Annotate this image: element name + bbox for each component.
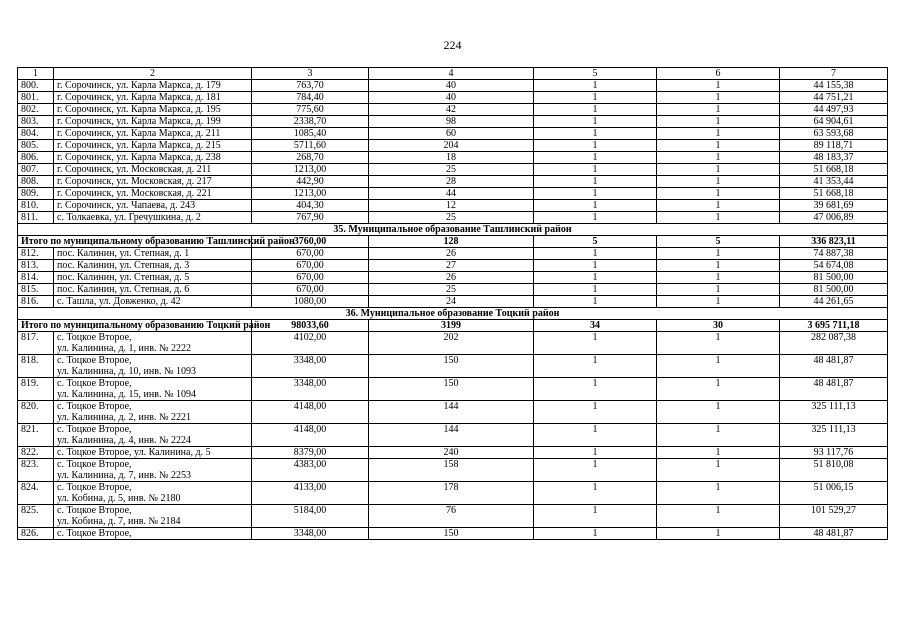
count: 178 xyxy=(369,482,534,505)
page-number: 224 xyxy=(443,38,462,52)
col5-value: 1 xyxy=(534,284,657,296)
col6-value: 1 xyxy=(657,424,780,447)
area: 670,00 xyxy=(252,248,369,260)
col5-value: 1 xyxy=(534,424,657,447)
col6-value: 1 xyxy=(657,332,780,355)
col5-value: 1 xyxy=(534,92,657,104)
col5-value: 1 xyxy=(534,140,657,152)
row-number: 807. xyxy=(18,164,54,176)
count: 144 xyxy=(369,401,534,424)
row-number: 818. xyxy=(18,355,54,378)
area: 5184,00 xyxy=(252,505,369,528)
total-count: 3199 xyxy=(369,320,534,332)
col6-value: 1 xyxy=(657,116,780,128)
amount: 63 593,68 xyxy=(780,128,888,140)
area: 775,60 xyxy=(252,104,369,116)
row-number: 820. xyxy=(18,401,54,424)
total-label: Итого по муниципальному образованию Тоцкий район xyxy=(18,320,252,332)
table-row xyxy=(18,212,888,224)
area: 1080,00 xyxy=(252,296,369,308)
area: 4133,00 xyxy=(252,482,369,505)
table-row xyxy=(18,355,888,378)
col5-value: 1 xyxy=(534,212,657,224)
col5-value: 1 xyxy=(534,164,657,176)
table-row xyxy=(18,80,888,92)
count: 98 xyxy=(369,116,534,128)
register-table xyxy=(17,67,888,540)
address: с. Тоцкое Второе, ул. Кобина, д. 5, инв. № 2180 xyxy=(54,482,252,505)
col6-value: 1 xyxy=(657,92,780,104)
table-row xyxy=(18,164,888,176)
address: пос. Калинин, ул. Степная, д. 5 xyxy=(54,272,252,284)
section-row xyxy=(18,224,888,236)
address: с. Тоцкое Второе, ул. Калинина, д. 1, инв. № 2222 xyxy=(54,332,252,355)
amount: 48 183,37 xyxy=(780,152,888,164)
row-number: 811. xyxy=(18,212,54,224)
total-row xyxy=(18,236,888,248)
amount: 48 481,87 xyxy=(780,378,888,401)
area: 4383,00 xyxy=(252,459,369,482)
col5-value: 1 xyxy=(534,104,657,116)
table-row xyxy=(18,140,888,152)
count: 204 xyxy=(369,140,534,152)
amount: 282 087,38 xyxy=(780,332,888,355)
area: 4148,00 xyxy=(252,401,369,424)
count: 26 xyxy=(369,272,534,284)
row-number: 816. xyxy=(18,296,54,308)
col6-value: 1 xyxy=(657,459,780,482)
col6-value: 1 xyxy=(657,188,780,200)
count: 158 xyxy=(369,459,534,482)
row-number: 806. xyxy=(18,152,54,164)
row-number: 821. xyxy=(18,424,54,447)
area: 3348,00 xyxy=(252,528,369,540)
count: 28 xyxy=(369,176,534,188)
address: с. Тоцкое Второе, ул. Калинина, д. 4, инв. № 2224 xyxy=(54,424,252,447)
area: 2338,70 xyxy=(252,116,369,128)
table-row xyxy=(18,296,888,308)
col5-value: 1 xyxy=(534,296,657,308)
amount: 51 668,18 xyxy=(780,188,888,200)
col5-value: 1 xyxy=(534,401,657,424)
address: с. Тоцкое Второе, ул. Калинина, д. 10, инв. № 1093 xyxy=(54,355,252,378)
address: с. Толкаевка, ул. Гречушкина, д. 2 xyxy=(54,212,252,224)
row-number: 801. xyxy=(18,92,54,104)
amount: 44 261,65 xyxy=(780,296,888,308)
amount: 47 006,89 xyxy=(780,212,888,224)
header-row xyxy=(18,68,888,80)
row-number: 804. xyxy=(18,128,54,140)
area: 4148,00 xyxy=(252,424,369,447)
table-row xyxy=(18,116,888,128)
col5-value: 1 xyxy=(534,200,657,212)
count: 240 xyxy=(369,447,534,459)
table-row xyxy=(18,248,888,260)
section-title: 36. Муниципальное образование Тоцкий район xyxy=(18,308,888,320)
header-cell: 5 xyxy=(534,68,657,80)
col6-value: 1 xyxy=(657,248,780,260)
area: 4102,00 xyxy=(252,332,369,355)
total-count: 128 xyxy=(369,236,534,248)
row-number: 824. xyxy=(18,482,54,505)
amount: 74 887,38 xyxy=(780,248,888,260)
col6-value: 1 xyxy=(657,152,780,164)
row-number: 814. xyxy=(18,272,54,284)
count: 42 xyxy=(369,104,534,116)
total-col6-value: 30 xyxy=(657,320,780,332)
count: 150 xyxy=(369,378,534,401)
address: г. Сорочинск, ул. Карла Маркса, д. 215 xyxy=(54,140,252,152)
row-number: 826. xyxy=(18,528,54,540)
area: 1213,00 xyxy=(252,188,369,200)
count: 44 xyxy=(369,188,534,200)
table-row xyxy=(18,284,888,296)
area: 268,70 xyxy=(252,152,369,164)
section-row xyxy=(18,308,888,320)
amount: 64 904,61 xyxy=(780,116,888,128)
total-amount: 3 695 711,18 xyxy=(780,320,888,332)
address: г. Сорочинск, ул. Карла Маркса, д. 199 xyxy=(54,116,252,128)
amount: 51 668,18 xyxy=(780,164,888,176)
row-number: 800. xyxy=(18,80,54,92)
header-cell: 7 xyxy=(780,68,888,80)
table-row xyxy=(18,272,888,284)
row-number: 803. xyxy=(18,116,54,128)
table-row xyxy=(18,528,888,540)
address: г. Сорочинск, ул. Карла Маркса, д. 238 xyxy=(54,152,252,164)
count: 24 xyxy=(369,296,534,308)
amount: 93 117,76 xyxy=(780,447,888,459)
address: г. Сорочинск, ул. Чапаева, д. 243 xyxy=(54,200,252,212)
header-cell: 6 xyxy=(657,68,780,80)
amount: 41 353,44 xyxy=(780,176,888,188)
col5-value: 1 xyxy=(534,272,657,284)
table-row xyxy=(18,482,888,505)
col6-value: 1 xyxy=(657,140,780,152)
col6-value: 1 xyxy=(657,176,780,188)
total-col5-value: 34 xyxy=(534,320,657,332)
amount: 325 111,13 xyxy=(780,424,888,447)
address: г. Сорочинск, ул. Московская, д. 211 xyxy=(54,164,252,176)
table-row xyxy=(18,152,888,164)
amount: 54 674,08 xyxy=(780,260,888,272)
address: с. Тоцкое Второе, ул. Калинина, д. 7, инв. № 2253 xyxy=(54,459,252,482)
col6-value: 1 xyxy=(657,355,780,378)
header-cell: 4 xyxy=(369,68,534,80)
amount: 44 497,93 xyxy=(780,104,888,116)
address: г. Сорочинск, ул. Карла Маркса, д. 211 xyxy=(54,128,252,140)
col6-value: 1 xyxy=(657,284,780,296)
count: 27 xyxy=(369,260,534,272)
amount: 44 155,38 xyxy=(780,80,888,92)
area: 670,00 xyxy=(252,272,369,284)
row-number: 825. xyxy=(18,505,54,528)
count: 25 xyxy=(369,164,534,176)
col5-value: 1 xyxy=(534,528,657,540)
col6-value: 1 xyxy=(657,378,780,401)
address: с. Ташла, ул. Довженко, д. 42 xyxy=(54,296,252,308)
total-col5-value: 5 xyxy=(534,236,657,248)
row-number: 822. xyxy=(18,447,54,459)
col6-value: 1 xyxy=(657,104,780,116)
amount: 51 810,08 xyxy=(780,459,888,482)
total-label: Итого по муниципальному образованию Ташлинский район xyxy=(18,236,252,248)
col5-value: 1 xyxy=(534,482,657,505)
col6-value: 1 xyxy=(657,401,780,424)
row-number: 810. xyxy=(18,200,54,212)
table-row xyxy=(18,378,888,401)
address: г. Сорочинск, ул. Московская, д. 221 xyxy=(54,188,252,200)
table-row xyxy=(18,176,888,188)
count: 150 xyxy=(369,355,534,378)
table-row xyxy=(18,505,888,528)
table-body xyxy=(18,68,888,540)
row-number: 817. xyxy=(18,332,54,355)
area: 404,30 xyxy=(252,200,369,212)
address: с. Тоцкое Второе, ул. Калинина, д. 5 xyxy=(54,447,252,459)
area: 763,70 xyxy=(252,80,369,92)
row-number: 815. xyxy=(18,284,54,296)
col6-value: 1 xyxy=(657,128,780,140)
table-row xyxy=(18,104,888,116)
count: 202 xyxy=(369,332,534,355)
col6-value: 1 xyxy=(657,212,780,224)
col6-value: 1 xyxy=(657,200,780,212)
col6-value: 1 xyxy=(657,164,780,176)
row-number: 813. xyxy=(18,260,54,272)
row-number: 808. xyxy=(18,176,54,188)
area: 767,90 xyxy=(252,212,369,224)
col6-value: 1 xyxy=(657,447,780,459)
col5-value: 1 xyxy=(534,116,657,128)
section-title: 35. Муниципальное образование Ташлинский район xyxy=(18,224,888,236)
col6-value: 1 xyxy=(657,296,780,308)
address: с. Тоцкое Второе, ул. Калинина, д. 15, инв. № 1094 xyxy=(54,378,252,401)
row-number: 819. xyxy=(18,378,54,401)
area: 3348,00 xyxy=(252,378,369,401)
col5-value: 1 xyxy=(534,332,657,355)
count: 76 xyxy=(369,505,534,528)
amount: 39 681,69 xyxy=(780,200,888,212)
row-number: 805. xyxy=(18,140,54,152)
count: 40 xyxy=(369,80,534,92)
col5-value: 1 xyxy=(534,447,657,459)
table-row xyxy=(18,459,888,482)
area: 1213,00 xyxy=(252,164,369,176)
amount: 81 500,00 xyxy=(780,272,888,284)
address: г. Сорочинск, ул. Карла Маркса, д. 179 xyxy=(54,80,252,92)
total-amount: 336 823,11 xyxy=(780,236,888,248)
col5-value: 1 xyxy=(534,176,657,188)
amount: 101 529,27 xyxy=(780,505,888,528)
col5-value: 1 xyxy=(534,459,657,482)
address: с. Тоцкое Второе, ул. Калинина, д. 2, инв. № 2221 xyxy=(54,401,252,424)
amount: 48 481,87 xyxy=(780,528,888,540)
address: г. Сорочинск, ул. Московская, д. 217 xyxy=(54,176,252,188)
col5-value: 1 xyxy=(534,378,657,401)
area: 3348,00 xyxy=(252,355,369,378)
row-number: 802. xyxy=(18,104,54,116)
col5-value: 1 xyxy=(534,260,657,272)
table-row xyxy=(18,332,888,355)
address: пос. Калинин, ул. Степная, д. 3 xyxy=(54,260,252,272)
area: 1085,40 xyxy=(252,128,369,140)
area: 442,90 xyxy=(252,176,369,188)
area: 670,00 xyxy=(252,260,369,272)
area: 8379,00 xyxy=(252,447,369,459)
amount: 48 481,87 xyxy=(780,355,888,378)
amount: 81 500,00 xyxy=(780,284,888,296)
col5-value: 1 xyxy=(534,505,657,528)
header-cell: 1 xyxy=(18,68,54,80)
table-row xyxy=(18,92,888,104)
col6-value: 1 xyxy=(657,260,780,272)
amount: 51 006,15 xyxy=(780,482,888,505)
col6-value: 1 xyxy=(657,272,780,284)
area: 670,00 xyxy=(252,284,369,296)
address: пос. Калинин, ул. Степная, д. 6 xyxy=(54,284,252,296)
count: 18 xyxy=(369,152,534,164)
count: 150 xyxy=(369,528,534,540)
area: 5711,60 xyxy=(252,140,369,152)
amount: 44 751,21 xyxy=(780,92,888,104)
col5-value: 1 xyxy=(534,152,657,164)
table-row xyxy=(18,128,888,140)
count: 144 xyxy=(369,424,534,447)
area: 784,40 xyxy=(252,92,369,104)
table-row xyxy=(18,447,888,459)
address: с. Тоцкое Второе, ул. Кобина, д. 7, инв. № 2184 xyxy=(54,505,252,528)
row-number: 809. xyxy=(18,188,54,200)
total-area: 98033,60 xyxy=(252,320,369,332)
row-number: 823. xyxy=(18,459,54,482)
count: 25 xyxy=(369,212,534,224)
address: с. Тоцкое Второе, xyxy=(54,528,252,540)
address: пос. Калинин, ул. Степная, д. 1 xyxy=(54,248,252,260)
header-cell: 3 xyxy=(252,68,369,80)
header-cell: 2 xyxy=(54,68,252,80)
col5-value: 1 xyxy=(534,80,657,92)
address: г. Сорочинск, ул. Карла Маркса, д. 181 xyxy=(54,92,252,104)
amount: 89 118,71 xyxy=(780,140,888,152)
col5-value: 1 xyxy=(534,355,657,378)
row-number: 812. xyxy=(18,248,54,260)
table-row xyxy=(18,424,888,447)
count: 26 xyxy=(369,248,534,260)
col6-value: 1 xyxy=(657,80,780,92)
col5-value: 1 xyxy=(534,248,657,260)
col6-value: 1 xyxy=(657,528,780,540)
col5-value: 1 xyxy=(534,188,657,200)
table-row xyxy=(18,401,888,424)
total-row xyxy=(18,320,888,332)
col6-value: 1 xyxy=(657,505,780,528)
col5-value: 1 xyxy=(534,128,657,140)
count: 40 xyxy=(369,92,534,104)
count: 25 xyxy=(369,284,534,296)
amount: 325 111,13 xyxy=(780,401,888,424)
address: г. Сорочинск, ул. Карла Маркса, д. 195 xyxy=(54,104,252,116)
table-row xyxy=(18,200,888,212)
count: 12 xyxy=(369,200,534,212)
total-col6-value: 5 xyxy=(657,236,780,248)
total-area: 3760,00 xyxy=(252,236,369,248)
col6-value: 1 xyxy=(657,482,780,505)
table-row xyxy=(18,260,888,272)
table-row xyxy=(18,188,888,200)
count: 60 xyxy=(369,128,534,140)
